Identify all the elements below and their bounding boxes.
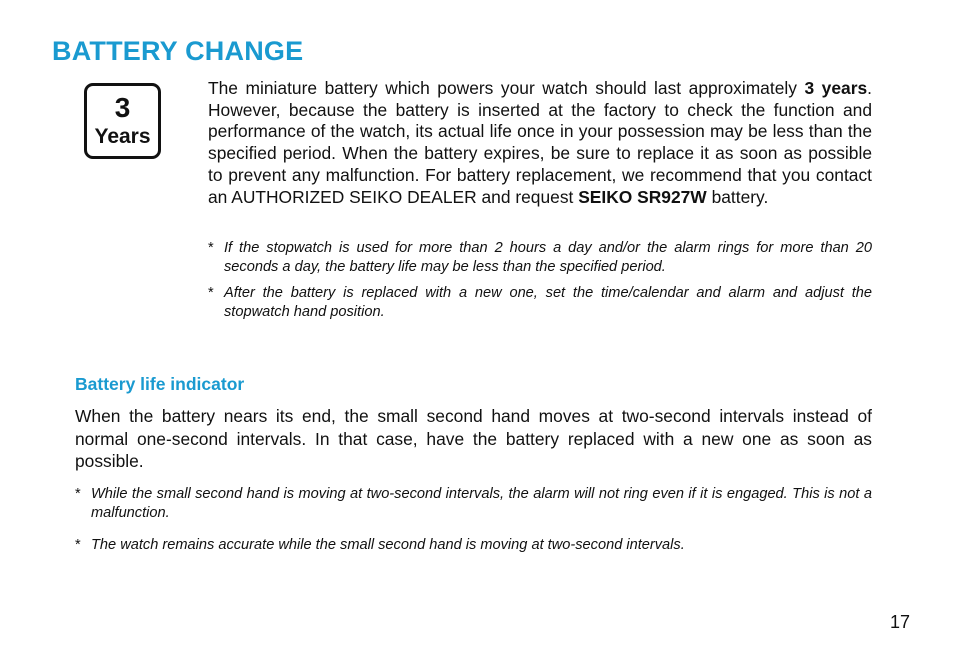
section-heading: Battery life indicator (75, 374, 245, 394)
intro-text-1: The miniature battery which powers your watch should last approximately (208, 78, 805, 98)
note-text: While the small second hand is moving at two-second intervals, the alarm will not ring even if it is engaged. This is not a malfunction. (91, 486, 872, 521)
note-text: After the battery is replaced with a new one, set the time/calendar and alarm and adjust the stopwatch hand position. (224, 285, 872, 320)
battery-notes-list (208, 239, 872, 329)
intro-bold-years: 3 years (804, 78, 868, 98)
battery-note (208, 239, 872, 277)
badge-number: 3 (114, 92, 131, 123)
indicator-note (75, 536, 872, 555)
intro-paragraph (208, 78, 872, 208)
page-title: BATTERY CHANGE (52, 36, 304, 66)
note-text: The watch remains accurate while the small second hand is moving at two-second intervals. (91, 537, 685, 553)
note-marker: * (75, 537, 81, 553)
note-marker: * (208, 285, 214, 301)
indicator-note (75, 485, 872, 523)
battery-life-badge (84, 83, 161, 159)
page-number: 17 (890, 612, 911, 632)
intro-bold-battery-model: SEIKO SR927W (578, 186, 707, 207)
section-body: When the battery nears its end, the small second hand moves at two-second intervals instead of normal one-second intervals. In that case, have the battery replaced with a new one as soon as possible. (75, 406, 872, 471)
note-text: If the stopwatch is used for more than 2 hours a day and/or the alarm rings for more than 20 seconds a day, the battery life may be less than the specified period. (224, 240, 872, 275)
note-marker: * (75, 486, 81, 502)
intro-text-2: . However, because the battery is inserted at the factory to check the function and performance of the watch, its actual life once in your possession may be less than the specified period. When the battery expires, be sure to replace it as soon as possible to prevent any malfunction. For battery replacement, we recommend that you contact an AUTHORIZED SEIKO DEALER and request (208, 78, 872, 207)
intro-text-3: battery. (706, 186, 769, 207)
battery-note (208, 284, 872, 322)
badge-unit: Years (94, 125, 151, 148)
indicator-notes-list (75, 485, 872, 568)
note-marker: * (208, 240, 214, 256)
